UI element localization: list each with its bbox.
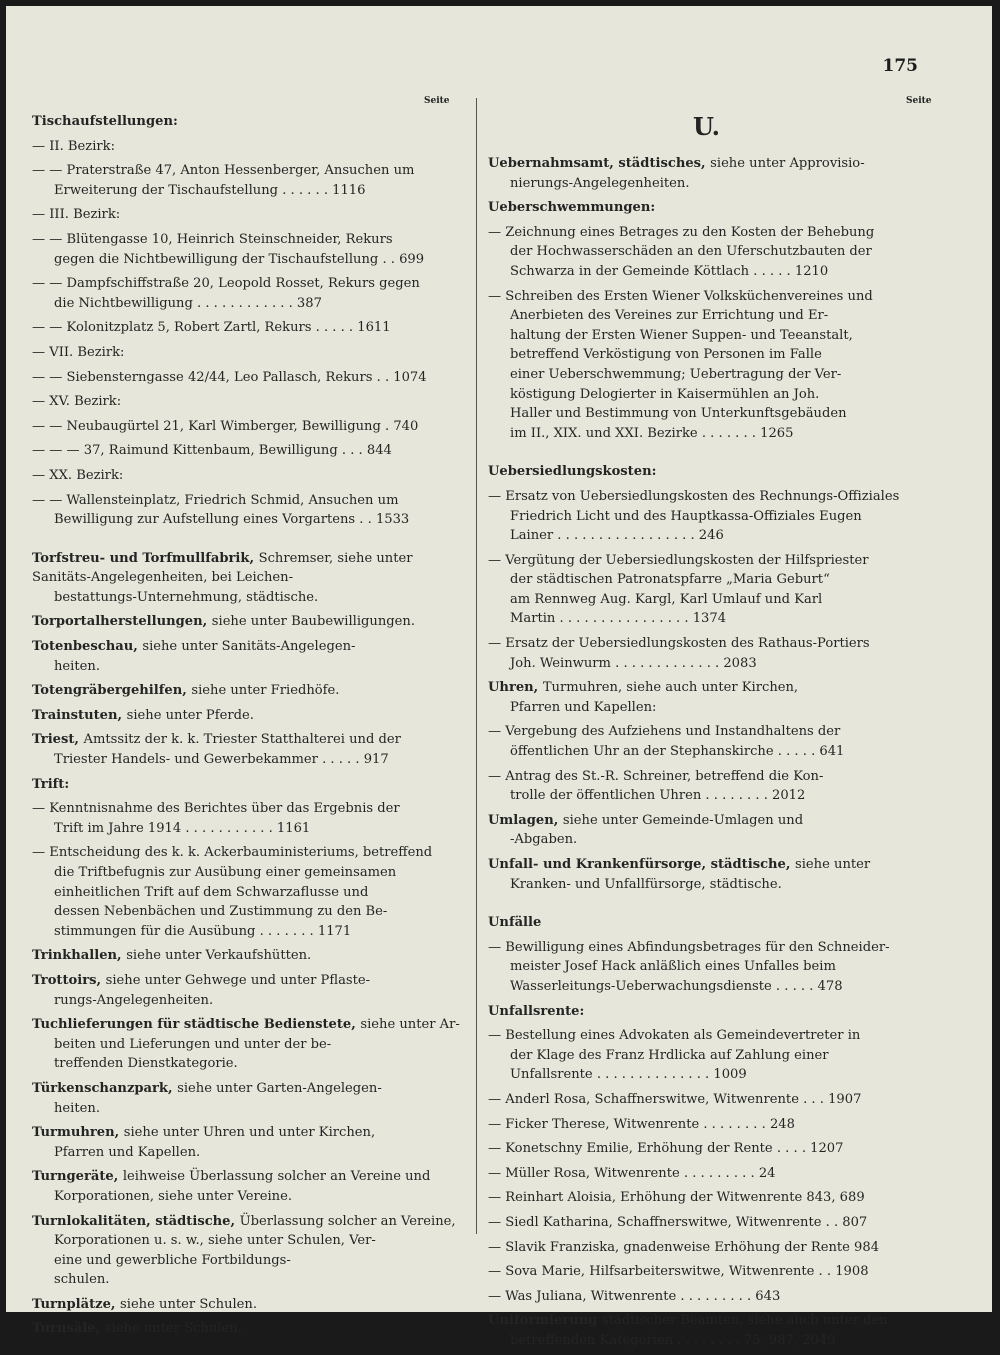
index-entry [488, 634, 925, 673]
index-entry [32, 681, 472, 701]
entry-line: heiten. [54, 1100, 100, 1116]
entry-line: Bewilligung zur Aufstellung eines Vorgartens . . 1533 [54, 512, 410, 528]
entry-line: Joh. Weinwurm . . . . . . . . . . . . . 2083 [510, 655, 757, 671]
entry-line: Kranken- und Unfallfürsorge, städtische. [510, 876, 782, 892]
entry-headword: Trinkhallen, [32, 948, 127, 964]
entry-line: siehe unter Schulen. [120, 1296, 258, 1312]
index-entry [32, 441, 472, 461]
index-entry [32, 775, 472, 795]
index-entry [32, 971, 472, 1010]
entry-line: öffentlichen Uhr an der Stephanskirche . . . . . 641 [510, 744, 845, 760]
index-entry [32, 491, 472, 530]
right-column-entries [488, 154, 925, 1350]
index-entry [32, 1079, 472, 1118]
entry-line: köstigung Delogierter in Kaisermühlen an Joh. [510, 386, 820, 402]
entry-headword: Uebernahmsamt, städtisches, [488, 156, 711, 171]
index-entry [32, 112, 472, 132]
index-entry [32, 318, 472, 338]
index-entry [32, 368, 472, 388]
index-entry [32, 1123, 472, 1162]
index-entry [488, 767, 925, 806]
seite-label-left: Seite [424, 96, 450, 106]
entry-spacer [32, 535, 472, 549]
entry-line: Erweiterung der Tischaufstellung . . . . . . 1116 [54, 182, 366, 198]
entry-line: leihweise Überlassung solcher an Vereine und [122, 1169, 431, 1185]
index-entry [488, 223, 925, 282]
entry-line: — Schreiben des Ersten Wiener Volksküchenvereines und [488, 288, 873, 304]
entry-headword: Turmuhren, [32, 1125, 124, 1141]
entry-spacer [488, 448, 925, 462]
entry-line: — Bewilligung eines Abfindungsbetrages für den Schneider- [488, 939, 890, 955]
entry-line: treffenden Dienstkategorie. [54, 1056, 238, 1072]
entry-line: — — Kolonitzplatz 5, Robert Zartl, Rekurs . . . . . 1611 [32, 320, 391, 336]
entry-line: Unfallsrente . . . . . . . . . . . . . . 1009 [510, 1067, 747, 1083]
index-entry [488, 1188, 925, 1208]
entry-line: — Siedl Katharina, Schaffnerswitwe, Witwenrente . . 807 [488, 1214, 868, 1230]
entry-line: siehe unter Sanitäts-Angelegen- [142, 639, 356, 655]
index-entry [32, 730, 472, 769]
entry-line: — Kenntnisnahme des Berichtes über das Ergebnis der [32, 801, 400, 817]
entry-line: — Entscheidung des k. k. Ackerbauministeriums, betreffend [32, 845, 433, 861]
entry-line: — Ficker Therese, Witwenrente . . . . . . . . 248 [488, 1116, 795, 1132]
entry-line: — Sova Marie, Hilfsarbeiterswitwe, Witwenrente . . 1908 [488, 1264, 869, 1280]
entry-headword: Unfall- und Krankenfürsorge, städtische, [488, 857, 796, 872]
entry-line: — Vergütung der Uebersiedlungskosten der Hilfspriester [488, 552, 869, 568]
entry-line: Amtssitz der k. k. Triester Statthalterei und der [83, 732, 401, 748]
index-entry [32, 637, 472, 676]
entry-line: Anerbieten des Vereines zur Errichtung und Er- [510, 308, 829, 324]
entry-line: Friedrich Licht und des Hauptkassa-Offiziales Eugen [510, 508, 862, 524]
entry-line: — VII. Bezirk: [32, 344, 125, 360]
column-divider [476, 98, 477, 1234]
index-entry [32, 230, 472, 269]
index-entry [488, 855, 925, 894]
index-entry [32, 946, 472, 966]
entry-line: — Was Juliana, Witwenrente . . . . . . . . . 643 [488, 1288, 781, 1304]
entry-line: — Slavik Franziska, gnadenweise Erhöhung der Rente 984 [488, 1239, 880, 1255]
right-column [488, 112, 925, 1355]
index-entry [32, 137, 472, 157]
entry-line: eine und gewerbliche Fortbildungs- [54, 1252, 291, 1268]
entry-headword: Torfstreu- und Torfmullfabrik, [32, 550, 259, 566]
index-entry [488, 1090, 925, 1110]
entry-line: siehe unter Pferde. [126, 707, 254, 723]
entry-headword: Tischaufstellungen: [32, 114, 178, 129]
entry-line: Schremser, siehe unter Sanitäts-Angelegenheiten, bei Leichen- [32, 550, 413, 586]
index-entry [32, 1319, 472, 1339]
index-entry [488, 1311, 925, 1350]
entry-line: siehe unter Uhren und unter Kirchen, [123, 1125, 376, 1141]
entry-line: -Abgaben. [510, 832, 578, 848]
index-entry [32, 549, 472, 608]
index-entry [488, 154, 925, 193]
entry-line: siehe unter Approvisio- [710, 156, 865, 171]
entry-line: städtischer Beamten, siehe auch unter den [602, 1313, 888, 1329]
entry-line: im II., XIX. und XXI. Bezirke . . . . . . . 1265 [510, 425, 794, 441]
entry-line: betreffenden Kategorien . . . . . . . . 75, 987, 2049 [510, 1332, 836, 1348]
document-page [6, 6, 992, 1348]
entry-line: betreffend Verköstigung von Personen im Falle [510, 347, 822, 363]
index-entry [488, 678, 925, 717]
entry-headword: Türkenschanzpark, [32, 1080, 178, 1096]
entry-line: siehe unter Garten-Angelegen- [177, 1080, 382, 1096]
index-entry [488, 198, 925, 218]
entry-line: — Anderl Rosa, Schaffnerswitwe, Witwenrente . . . 1907 [488, 1091, 862, 1107]
entry-line: die Nichtbewilligung . . . . . . . . . . . . 387 [54, 295, 322, 311]
entry-line: Turmuhren, siehe auch unter Kirchen, [542, 680, 799, 696]
index-entry [488, 287, 925, 444]
entry-line: — Zeichnung eines Betrages zu den Kosten der Behebung [488, 224, 875, 240]
index-entry [32, 274, 472, 313]
entry-line: Martin . . . . . . . . . . . . . . . . 1374 [510, 611, 727, 627]
entry-headword: Turnlokalitäten, städtische, [32, 1213, 240, 1229]
entry-line: bestattungs-Unternehmung, städtische. [54, 589, 319, 605]
entry-line: siehe unter Gehwege und unter Pflaste- [105, 972, 371, 988]
entry-headword: Unfälle [488, 915, 542, 931]
entry-line: — — Siebensterngasse 42/44, Leo Pallasch, Rekurs . . 1074 [32, 369, 427, 385]
entry-headword: Totenbeschau, [32, 639, 143, 655]
index-entry [488, 1026, 925, 1085]
entry-line: — — — 37, Raimund Kittenbaum, Bewilligung . . . 844 [32, 443, 392, 459]
index-entry [32, 161, 472, 200]
entry-headword: Uhren, [488, 680, 543, 696]
entry-headword: Trift: [32, 776, 70, 792]
index-entry [32, 205, 472, 225]
entry-line: — — Neubaugürtel 21, Karl Wimberger, Bewilligung . 740 [32, 418, 419, 434]
entry-line: Pfarren und Kapellen: [510, 699, 657, 715]
entry-headword: Trottoirs, [32, 972, 106, 988]
entry-line: Lainer . . . . . . . . . . . . . . . . . 246 [510, 528, 724, 544]
entry-headword: Tuchlieferungen für städtische Bedienstete, [32, 1017, 361, 1033]
entry-headword: Torportalherstellungen, [32, 614, 212, 630]
entry-headword: Triest, [32, 732, 84, 748]
seite-label-right: Seite [906, 96, 932, 106]
entry-line: einheitlichen Trift auf dem Schwarzaflusse und [54, 884, 369, 900]
entry-line: dessen Nebenbächen und Zustimmung zu den Be- [54, 904, 388, 920]
entry-line: Korporationen, siehe unter Vereine. [54, 1188, 293, 1204]
entry-line: siehe unter [795, 857, 871, 872]
entry-line: Haller und Bestimmung von Unterkunftsgebäuden [510, 406, 847, 422]
entry-line: am Rennweg Aug. Kargl, Karl Umlauf und Karl [510, 591, 823, 607]
entry-line: Schwarza in der Gemeinde Köttlach . . . . . 1210 [510, 263, 829, 279]
entry-line: siehe unter Friedhöfe. [191, 683, 340, 699]
entry-line: — Ersatz von Uebersiedlungskosten des Rechnungs-Offiziales [488, 488, 900, 504]
section-letter: U. [692, 112, 721, 141]
entry-line: — Reinhart Aloisia, Erhöhung der Witwenrente 843, 689 [488, 1190, 865, 1206]
index-entry [488, 1238, 925, 1258]
entry-line: Korporationen u. s. w., siehe unter Schulen, Ver- [54, 1233, 376, 1249]
entry-line: Triester Handels- und Gewerbekammer . . . . . 917 [54, 752, 389, 768]
entry-line: — Konetschny Emilie, Erhöhung der Rente . . . . 1207 [488, 1141, 844, 1157]
entry-spacer [488, 899, 925, 913]
index-entry [488, 1287, 925, 1307]
entry-line: — Müller Rosa, Witwenrente . . . . . . . . . 24 [488, 1165, 776, 1181]
entry-line: einer Ueberschwemmung; Uebertragung der Ver- [510, 366, 842, 382]
index-entry [488, 1164, 925, 1184]
index-entry [488, 938, 925, 997]
entry-headword: Totengräbergehilfen, [32, 683, 192, 699]
index-entry [32, 392, 472, 412]
entry-line: Pfarren und Kapellen. [54, 1144, 201, 1160]
entry-line: gegen die Nichtbewilligung der Tischaufstellung . . 699 [54, 251, 425, 267]
entry-headword: Uniformierung [488, 1313, 602, 1329]
index-entry [488, 462, 925, 482]
entry-line: heiten. [54, 658, 100, 674]
entry-line: beiten und Lieferungen und unter der be- [54, 1036, 332, 1052]
entry-line: — XX. Bezirk: [32, 467, 124, 483]
index-entry [488, 551, 925, 629]
page-number: 175 [882, 56, 918, 76]
entry-line: — — Dampfschiffstraße 20, Leopold Rosset, Rekurs gegen [32, 276, 420, 292]
index-entry [32, 612, 472, 632]
index-entry [488, 1002, 925, 1022]
index-entry [32, 843, 472, 941]
index-entry [488, 487, 925, 546]
entry-line: — III. Bezirk: [32, 207, 121, 223]
index-entry [32, 1212, 472, 1290]
index-entry [32, 1295, 472, 1315]
entry-line: siehe unter Baubewilligungen. [211, 614, 416, 630]
entry-headword: Unfallsrente: [488, 1003, 585, 1019]
entry-line: — XV. Bezirk: [32, 394, 122, 410]
entry-headword: Turngeräte, [32, 1169, 123, 1185]
entry-line: — — Praterstraße 47, Anton Hessenberger, Ansuchen um [32, 163, 415, 179]
entry-headword: Turnplätze, [32, 1296, 121, 1312]
index-entry [488, 1115, 925, 1135]
entry-line: — Bestellung eines Advokaten als Gemeindevertreter in [488, 1028, 861, 1044]
index-entry [32, 417, 472, 437]
index-entry [488, 1139, 925, 1159]
entry-headword: Uebersiedlungskosten: [488, 464, 657, 480]
entry-line: siehe unter Gemeinde-Umlagen und [562, 812, 804, 828]
entry-line: rungs-Angelegenheiten. [54, 992, 214, 1008]
index-entry [488, 722, 925, 761]
entry-line: der städtischen Patronatspfarre „Maria Geburt“ [510, 572, 830, 588]
index-entry [32, 706, 472, 726]
entry-line: — Antrag des St.-R. Schreiner, betreffend die Kon- [488, 768, 824, 784]
index-entry [32, 1015, 472, 1074]
entry-line: der Klage des Franz Hrdlicka auf Zahlung einer [510, 1047, 829, 1063]
entry-line: — — Wallensteinplatz, Friedrich Schmid, Ansuchen um [32, 492, 399, 508]
entry-headword: Turnsäle, [32, 1321, 105, 1337]
entry-line: Überlassung solcher an Vereine, [239, 1213, 456, 1229]
entry-line: der Hochwasserschäden an den Uferschutzbauten der [510, 244, 872, 260]
entry-line: schulen. [54, 1272, 110, 1288]
entry-line: siehe unter Ar- [360, 1017, 460, 1033]
entry-line: Wasserleitungs-Ueberwachungsdienste . . . . . 478 [510, 978, 843, 994]
entry-line: nierungs-Angelegenheiten. [510, 175, 690, 191]
entry-headword: Ueberschwemmungen: [488, 200, 656, 216]
index-entry [488, 811, 925, 850]
entry-headword: Trainstuten, [32, 707, 127, 723]
index-entry [32, 1167, 472, 1206]
index-entry [32, 799, 472, 838]
index-entry [32, 466, 472, 486]
entry-line: meister Josef Hack anläßlich eines Unfalles beim [510, 959, 836, 975]
entry-line: stimmungen für die Ausübung . . . . . . . 1171 [54, 923, 352, 939]
entry-line: haltung der Ersten Wiener Suppen- und Teeanstalt, [510, 327, 853, 343]
entry-line: siehe unter Schulen. [104, 1321, 242, 1337]
entry-line: — — Blütengasse 10, Heinrich Steinschneider, Rekurs [32, 231, 393, 247]
entry-line: Trift im Jahre 1914 . . . . . . . . . . . 1161 [54, 820, 311, 836]
left-column [32, 112, 472, 1344]
entry-line: — Vergebung des Aufziehens und Instandhaltens der [488, 724, 841, 740]
entry-line: die Triftbefugnis zur Ausübung einer gemeinsamen [54, 865, 397, 880]
entry-headword: Umlagen, [488, 812, 563, 828]
index-entry [488, 1213, 925, 1233]
entry-line: — Ersatz der Uebersiedlungskosten des Rathaus-Portiers [488, 636, 870, 652]
entry-line: — II. Bezirk: [32, 138, 115, 154]
index-entry [488, 913, 925, 933]
index-entry [488, 1262, 925, 1282]
entry-line: siehe unter Verkaufshütten. [126, 948, 312, 964]
index-entry [32, 343, 472, 363]
entry-line: trolle der öffentlichen Uhren . . . . . . . . 2012 [510, 788, 806, 804]
